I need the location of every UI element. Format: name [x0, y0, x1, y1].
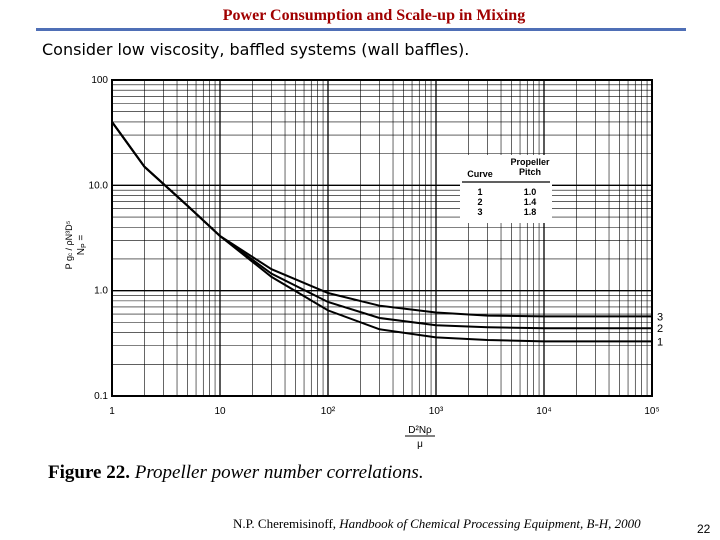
x-tick-label: 10⁵ [644, 406, 660, 417]
x-axis-label-num: D²Nρ [408, 425, 432, 436]
y-axis-label-fraction: P gc / ρN³D⁵ [64, 220, 74, 270]
figure-caption [48, 462, 424, 484]
series-lines [112, 122, 652, 342]
y-tick-label: 0.1 [94, 391, 108, 402]
x-tick-label: 10³ [428, 406, 444, 417]
chart-legend [460, 155, 552, 223]
plot-frame [112, 80, 652, 396]
y-tick-label: 100 [91, 75, 108, 86]
tick-labels [89, 75, 660, 417]
legend-pitch-value: 1.0 [523, 187, 537, 197]
series-line-2 [112, 122, 652, 328]
series-line-1 [112, 122, 652, 342]
caption-figure-number: Figure 22. [48, 462, 130, 483]
x-tick-label: 10 [214, 406, 226, 417]
series-end-labels [657, 311, 663, 348]
x-axis-label-den: μ [417, 439, 423, 450]
x-tick-label: 10² [320, 406, 336, 417]
series-label-3: 3 [657, 311, 664, 324]
y-tick-label: 10.0 [88, 180, 108, 192]
legend-curve-id: 1 [477, 187, 483, 197]
chart-grid [112, 80, 652, 396]
citation-book: Handbook of Chemical Processing Equipment, B-H, 2000 [339, 516, 641, 531]
source-citation [233, 516, 641, 532]
legend-pitch-value: 1.8 [523, 207, 537, 217]
legend-curve-id: 3 [477, 207, 483, 217]
x-tick-label: 10⁴ [536, 406, 552, 417]
x-axis-label [405, 425, 435, 450]
y-tick-label: 1.0 [94, 285, 108, 297]
slide-number: 22 [697, 522, 711, 536]
slide-subtitle: Consider low viscosity, baffled systems (wall baffles). [42, 40, 470, 59]
y-axis-label [64, 220, 88, 269]
series-label-1: 1 [657, 336, 664, 349]
slide-title: Power Consumption and Scale-up in Mixing [222, 7, 526, 24]
legend-curve-id: 2 [477, 197, 483, 207]
citation-author: N.P. Cheremisinoff, [233, 516, 337, 531]
legend-header-pitch-line2: Pitch [518, 167, 542, 177]
x-tick-label: 1 [109, 406, 115, 417]
y-axis-label-np: $N_P$ = [76, 234, 88, 256]
legend-header-curve: Curve [467, 169, 493, 179]
caption-text: Propeller power number correlations. [134, 462, 424, 483]
series-label-2: 2 [657, 323, 664, 336]
legend-header-pitch-line1: Propeller [510, 157, 550, 167]
legend-pitch-value: 1.4 [523, 197, 537, 207]
series-line-3 [112, 122, 652, 317]
